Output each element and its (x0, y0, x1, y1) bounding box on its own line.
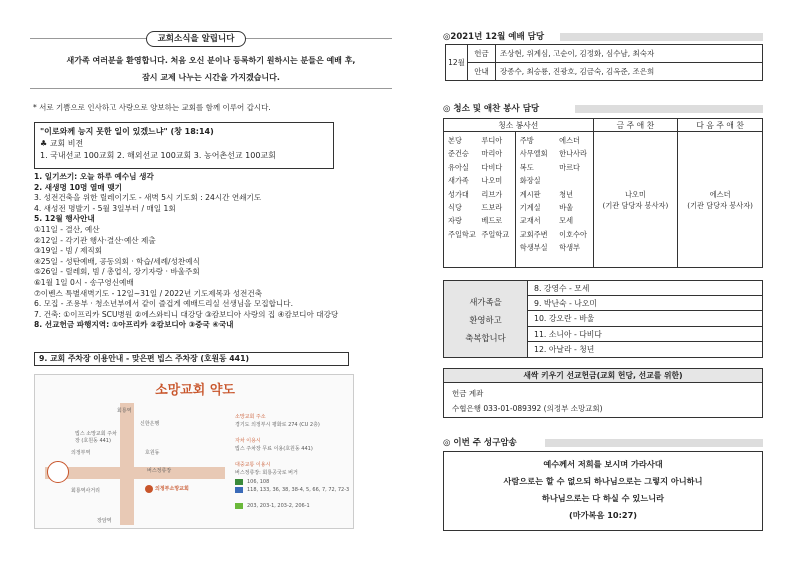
news-item: ④25일 - 성탄예배, 공동의회 · 학습/세례/성찬예식 (34, 256, 200, 266)
news-item: 6. 모집 - 조용부 · 청소년부에서 같이 즐겁게 예배드리실 선생님을 모집합니다. (34, 299, 294, 309)
map-label: 의정부역 (71, 450, 91, 456)
this-week-meal: 나오미 (기관 담당자 봉사자) (593, 132, 678, 268)
parking-notice: 9. 교회 주차장 이용안내 - 맞은편 빕스 주차장 (호원동 441) (34, 352, 349, 366)
next-week-meal: 에스더 (기관 담당자 봉사자) (678, 132, 763, 268)
map-bus: 203, 203-1, 203-2, 206-1 (247, 503, 310, 509)
service-list: 루디아 마리아 다비다 나오미 리브가 드보라 베드로 주일학교 (477, 132, 515, 268)
service-header: 다 음 주 애 찬 (678, 119, 763, 132)
map-church-label: 의정부소망교회 (155, 486, 189, 492)
worship-section-title: ◎2021년 12월 예배 담당 (443, 32, 545, 42)
bus-blue-icon (235, 487, 243, 493)
section-bar (560, 33, 763, 41)
bus-lightgreen-icon (235, 503, 243, 509)
service-list: 주방 사무엘회 복도 화장실 계시판 기계실 교재서 교회주변 학생부실 (515, 132, 555, 268)
new-member-row: 9. 박난숙 - 나오미 (528, 296, 762, 311)
map-label: 장암역 (97, 518, 112, 524)
section-bar (545, 439, 763, 447)
road-vertical (120, 403, 134, 525)
news-list (34, 172, 394, 331)
map-parking-label: 자차 이용시 (235, 438, 261, 444)
mission-account: 수협은행 033-01-089392 (의정부 소망교회) (452, 404, 603, 413)
map-address-label: 소망교회 주소 (235, 414, 266, 420)
worship-row-label: 안내 (468, 63, 496, 81)
mission-title: 새싹 키우기 선교헌금(교회 헌당, 선교를 위한) (444, 369, 762, 383)
news-item: 8. 선교헌금 파행지역: ①아프리카 ②캄보디아 ③중국 ④국내 (34, 320, 234, 330)
new-member-row: 11. 소니아 - 다비다 (528, 327, 762, 342)
welcome-box (443, 280, 763, 358)
section-bar (575, 105, 763, 113)
worship-row-label: 헌금 (468, 45, 496, 63)
mission-account-label: 헌금 계좌 (452, 389, 484, 398)
news-title: 교회소식을 알립니다 (146, 31, 246, 47)
subway-icon (47, 461, 69, 483)
church-location-icon (145, 485, 153, 493)
divider (30, 88, 392, 89)
vision-verse: "이로와께 능지 못한 일이 있겠느냐" (창 18:14) (40, 127, 214, 136)
vision-label: ♣ 교회 비전 (40, 139, 84, 148)
road-horizontal (45, 467, 225, 479)
service-header: 청소 봉사선 (444, 119, 594, 132)
news-item: 1. 일기쓰기: 오늘 하루 예수님 생각 (34, 172, 154, 181)
worship-guide: 장종수, 최승룡, 진광호, 김금숙, 김옥준, 조은희 (496, 63, 763, 81)
map-bus: 118, 133, 36, 38, 38-4, 5, 66, 7, 72, 72-3 (247, 487, 350, 493)
welcome-label: 새가족을 환영하고 축복합니다 (444, 281, 528, 357)
memory-verse-box (443, 451, 763, 531)
map-label: 회룡역사거리 (71, 488, 100, 494)
verse-line: 예수께서 저희를 보시며 가라사대 (543, 459, 663, 469)
service-list: 에스더 한나사라 마르다 청년 바울 모세 이호수아 학생부 (555, 132, 593, 268)
map-title: 소망교회 약도 (155, 383, 235, 398)
service-table (443, 118, 763, 268)
church-map (34, 374, 354, 529)
news-item: ①11일 - 결산, 예산 (34, 224, 100, 234)
news-item: ⑦이벤스 특별새벽기도 - 12일~31일 / 2022년 기도제목과 성전건축 (34, 288, 263, 298)
mission-offering-box (443, 368, 763, 418)
news-item: ③19일 - 빔 / 제직회 (34, 246, 103, 256)
verse-line: 하나님으로는 다 하실 수 있느니라 (541, 493, 665, 503)
verse-section-title: ◎ 이번 주 성구암송 (443, 438, 517, 448)
news-item: 3. 성전건축을 위한 릴레이기도 - 새벽 5시 기도회 : 24시간 연쇄기도 (34, 193, 262, 203)
welcome-line-2: 잠시 교제 나누는 시간을 가지겠습니다. (142, 73, 280, 82)
worship-table (445, 44, 763, 81)
map-parking: 빕스 주차장 무료 이용(호원동 441) (235, 446, 313, 452)
news-item: 5. 12월 행사안내 (34, 214, 95, 224)
vision-items: 1. 국내선교 100교회 2. 해외선교 100교회 3. 농어촌선교 100교회 (40, 151, 276, 160)
map-bus: 106, 108 (247, 479, 270, 485)
vision-box (34, 122, 334, 169)
new-member-row: 10. 강오란 - 바울 (528, 311, 762, 326)
bus-green-icon (235, 479, 243, 485)
verse-reference: (마가복음 10:27) (568, 510, 638, 520)
news-item: ②12일 - 각기관 행사·결산·예산 제출 (34, 235, 156, 245)
map-label: 호원동 (145, 450, 160, 456)
map-address: 경기도 의정부시 평화로 274 (CU 2층) (235, 422, 320, 428)
map-label: 빕스 소망교회 주차장 (호원동 441) (75, 431, 117, 444)
news-item: ⑥1월 1일 0시 - 송구영신예배 (34, 277, 134, 287)
new-member-row: 8. 강영수 - 모세 (528, 281, 762, 296)
map-label: 신한은행 (140, 421, 160, 427)
verse-line: 사람으로는 할 수 없으되 하나님으로는 그렇지 아니하니 (503, 476, 703, 486)
map-transit: 버스정류장: 회룡공국로 버거 (235, 470, 298, 476)
news-item: ⑤26일 - 릴레회, 빔 / 총업식, 장기자랑 · 바울주회 (34, 267, 200, 277)
new-member-row: 12. 아날라 - 청년 (534, 344, 595, 354)
news-item: 2. 새생명 10명 열매 맺기 (34, 182, 122, 192)
map-label: 버스정류장 (147, 468, 172, 474)
worship-month: 12월 (446, 45, 468, 81)
news-item: 4. 새성전 명발기 - 5월 3일부터 / 매일 1회 (34, 203, 176, 213)
service-list: 본당 준건승 유아실 새가족 성가대 식당 자랑 주일학교 (444, 132, 478, 268)
map-transit-label: 대중교통 이용시 (235, 462, 271, 468)
worship-offering: 조상현, 위계심, 고순이, 김정화, 심수남, 최숙자 (496, 45, 763, 63)
greeting-note: * 서로 기쁨으로 인사하고 사랑으로 양보하는 교회를 함께 이루어 갑시다. (33, 103, 271, 112)
map-label: 회룡역 (117, 408, 132, 414)
service-section-title: ◎ 청소 및 애찬 봉사 담당 (443, 104, 540, 114)
welcome-line-1: 새가족 여러분을 환영합니다. 처음 오신 분이나 등록하기 원하시는 분들은 예배 후, (66, 56, 356, 65)
news-item: 7. 건축: ①이프리카 SCU병원 ②에스와티니 대강당 ③캄보디아 사랑의 집 ④캄보디아 대강당 (34, 309, 339, 319)
service-header: 금 주 애 찬 (593, 119, 678, 132)
